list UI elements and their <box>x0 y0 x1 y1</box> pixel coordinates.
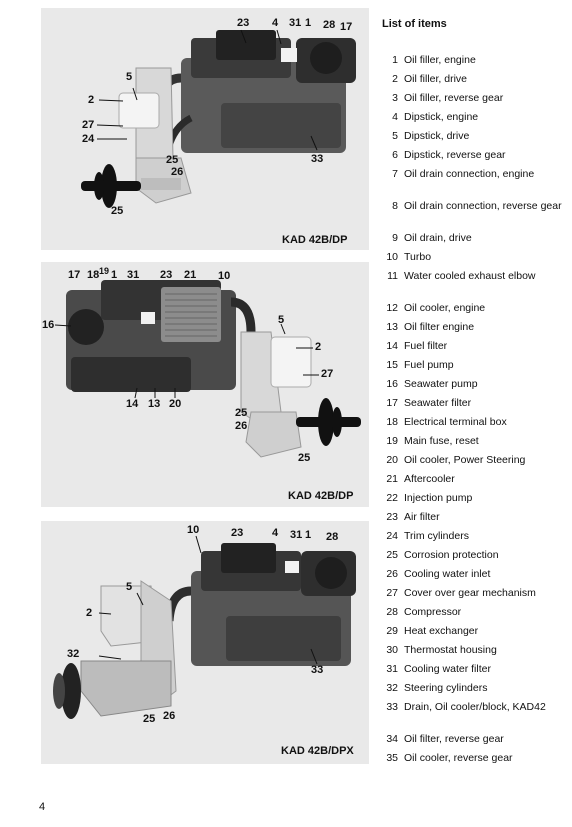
item-text: Oil cooler, engine <box>404 302 486 314</box>
item-text: Oil filter engine <box>404 321 475 333</box>
item-number: 24 <box>386 530 398 542</box>
item-text: Oil cooler, Power Steering <box>404 454 526 466</box>
item-text: Oil filler, drive <box>404 73 468 85</box>
callout: 33 <box>311 664 324 676</box>
item-number: 22 <box>386 492 398 504</box>
model-label: KAD 42B/DP <box>288 490 354 502</box>
item-number: 35 <box>386 752 398 764</box>
callout: 21 <box>184 269 197 281</box>
item-text: Oil cooler, reverse gear <box>404 752 513 764</box>
callout: 4 <box>272 527 279 539</box>
item-text: Dipstick, reverse gear <box>404 149 506 161</box>
callout: 31 <box>127 269 140 281</box>
item-number: 3 <box>392 92 398 104</box>
callout: 19 <box>99 266 110 276</box>
item-number: 14 <box>386 340 398 352</box>
callout: 1 <box>305 529 312 541</box>
item-text: Oil drain connection, reverse gear <box>404 200 562 212</box>
item-text: Seawater filter <box>404 397 472 409</box>
engine-photo-kad42b-dpx <box>41 521 369 764</box>
callout: 27 <box>82 119 95 131</box>
callout: 5 <box>278 314 285 326</box>
item-number: 13 <box>386 321 398 333</box>
item-number: 30 <box>386 644 398 656</box>
item-number: 4 <box>392 111 398 123</box>
engine-illustration <box>41 521 369 764</box>
item-text: Oil filler, reverse gear <box>404 92 504 104</box>
item-number: 11 <box>387 270 398 282</box>
callout: 24 <box>82 133 95 145</box>
callout: 18 <box>87 269 100 281</box>
item-number: 23 <box>386 511 398 523</box>
item-text: Thermostat housing <box>404 644 497 656</box>
item-text: Dipstick, engine <box>404 111 479 123</box>
item-number: 5 <box>392 130 398 142</box>
item-number: 16 <box>386 378 398 390</box>
page-number: 4 <box>39 801 46 813</box>
item-text: Drain, Oil cooler/block, KAD42 <box>404 701 546 713</box>
callout: 25 <box>235 407 248 419</box>
item-number: 25 <box>386 549 398 561</box>
model-label: KAD 42B/DPX <box>281 745 354 757</box>
callout: 23 <box>231 527 244 539</box>
item-number: 2 <box>392 73 398 85</box>
callout: 25 <box>298 452 311 464</box>
item-text: Fuel pump <box>404 359 454 371</box>
item-number: 20 <box>386 454 398 466</box>
list-title: List of items <box>382 18 447 30</box>
item-text: Heat exchanger <box>404 625 479 637</box>
item-number: 15 <box>386 359 398 371</box>
model-label: KAD 42B/DP <box>282 234 348 246</box>
item-text: Injection pump <box>404 492 473 504</box>
item-text: Corrosion protection <box>404 549 499 561</box>
callout: 31 <box>289 17 302 29</box>
item-number: 28 <box>386 606 398 618</box>
callout: 14 <box>126 398 139 410</box>
item-text: Cooling water filter <box>404 663 491 675</box>
item-number: 33 <box>386 701 398 713</box>
item-number: 6 <box>392 149 398 161</box>
item-number: 27 <box>386 587 398 599</box>
callout: 20 <box>169 398 182 410</box>
item-text: Seawater pump <box>404 378 478 390</box>
item-text: Water cooled exhaust elbow <box>404 270 536 282</box>
callout: 10 <box>187 524 200 536</box>
callout: 2 <box>88 94 95 106</box>
callout: 1 <box>305 17 312 29</box>
callout: 25 <box>143 713 156 725</box>
callout: 23 <box>237 17 250 29</box>
engine-photo-kad42b-dp-side <box>41 262 369 507</box>
item-text: Electrical terminal box <box>404 416 507 428</box>
item-text: Oil filler, engine <box>404 54 476 66</box>
callout: 25 <box>111 205 124 217</box>
callout: 26 <box>235 420 248 432</box>
item-number: 12 <box>386 302 398 314</box>
callout: 23 <box>160 269 173 281</box>
item-text: Aftercooler <box>404 473 455 485</box>
item-number: 18 <box>386 416 398 428</box>
engine-illustration <box>41 262 369 507</box>
callout: 1 <box>111 269 118 281</box>
item-text: Compressor <box>404 606 462 618</box>
item-text: Cover over gear mechanism <box>404 587 536 599</box>
item-number: 26 <box>386 568 398 580</box>
callout: 2 <box>315 341 322 353</box>
callout: 5 <box>126 71 133 83</box>
item-text: Fuel filter <box>404 340 448 352</box>
item-text: Main fuse, reset <box>404 435 479 447</box>
engine-photo-kad42b-dp-top <box>41 8 369 250</box>
item-number: 31 <box>386 663 398 675</box>
item-number: 21 <box>386 473 398 485</box>
item-number: 17 <box>386 397 398 409</box>
callout: 28 <box>326 531 339 543</box>
callout: 17 <box>68 269 81 281</box>
callout: 28 <box>323 19 336 31</box>
item-number: 8 <box>392 200 398 212</box>
callout: 10 <box>218 270 231 282</box>
item-text: Oil filter, reverse gear <box>404 733 504 745</box>
callout: 13 <box>148 398 161 410</box>
callout: 33 <box>311 153 324 165</box>
item-number: 9 <box>392 232 398 244</box>
callout: 5 <box>126 581 133 593</box>
callout: 26 <box>163 710 176 722</box>
item-text: Dipstick, drive <box>404 130 470 142</box>
item-text: Oil drain, drive <box>404 232 472 244</box>
item-text: Cooling water inlet <box>404 568 491 580</box>
item-text: Air filter <box>404 511 440 523</box>
item-number: 7 <box>392 168 398 180</box>
callout: 2 <box>86 607 93 619</box>
callout: 32 <box>67 648 80 660</box>
item-number: 19 <box>386 435 398 447</box>
callout: 31 <box>290 529 303 541</box>
item-text: Turbo <box>404 251 432 263</box>
callout: 16 <box>42 319 55 331</box>
callout: 27 <box>321 368 334 380</box>
callout: 4 <box>272 17 279 29</box>
item-number: 10 <box>386 251 398 263</box>
item-number: 32 <box>386 682 398 694</box>
item-text: Steering cylinders <box>404 682 488 694</box>
item-number: 1 <box>392 54 398 66</box>
callout: 25 <box>166 154 179 166</box>
item-number: 29 <box>386 625 398 637</box>
callout: 26 <box>171 166 184 178</box>
item-text: Oil drain connection, engine <box>404 168 535 180</box>
item-number: 34 <box>386 733 398 745</box>
callout: 17 <box>340 21 353 33</box>
item-text: Trim cylinders <box>404 530 469 542</box>
